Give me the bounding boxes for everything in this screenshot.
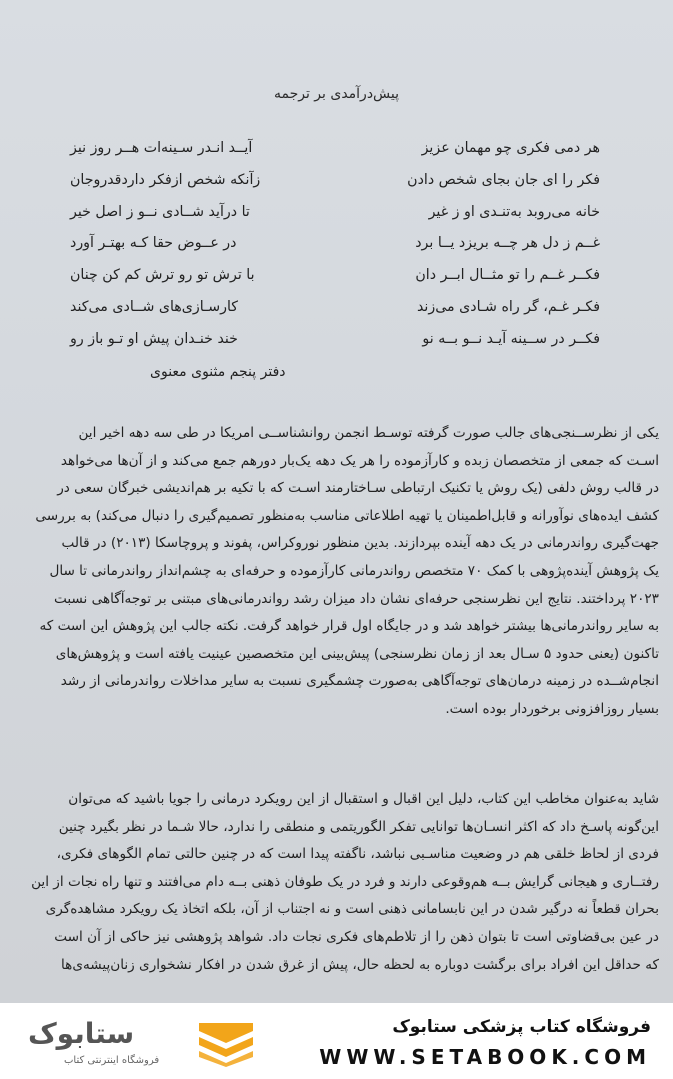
text-line: تاکنون (یعنی حدود ۵ سـال بعد از زمان نظرسنجی) پیش‌بینی این متخصصین عینیت یافته است و پژوهش‌های — [55, 645, 659, 662]
first-hemistich: فکر را ای جان بجای شخص دادن — [407, 172, 600, 188]
store-url[interactable]: WWW.SETABOOK.COM — [319, 1045, 651, 1069]
first-hemistich: هر دمی فکری چو مهمان عزیز — [421, 140, 600, 156]
text-line: شاید به‌عنوان مخاطب این کتاب، دلیل این اقبال و استقبال از این رویکرد درمانی را جویا باشید که می‌توان — [68, 791, 659, 807]
poem-verse — [70, 325, 600, 353]
text-line: که حداقل این افراد برای برگشت دوباره به لحظه حال، پیش از غرق شدن در افکار نشخواری زنان‌پیشه‌ی‌ها — [61, 956, 659, 973]
first-hemistich: فکـر غـم، گر راه شـادی می‌زند — [416, 299, 600, 315]
poem-verse — [70, 166, 600, 194]
text-line: ۲۰۲۳ پرداختند. نتایج این نظرسنجی حرفه‌ای نشان داد میزان رشد رواندرمانی‌های مبتنی بر توجه‌آگاهی نسبت — [53, 590, 659, 607]
poem-verse — [70, 229, 600, 257]
text-line: فردی از لحاظ خلقی هم در وضعیت مناسـبی نباشد، ناگفته پیدا است که در چنین حالتی تمام الگوهای فکری، — [56, 846, 659, 863]
text-line: کشف ایده‌های نوآورانه و قابل‌اطمینان یا تهیه اطلاعاتی مناسب به‌منظور تصمیم‌گیری را دنبال می‌کند) به بررسی — [35, 507, 659, 524]
poem-verse — [70, 198, 600, 226]
second-hemistich: آیــد انـدر سـینه‌ات هــر روز نیز — [70, 140, 253, 156]
poem-source: دفتر پنجم مثنوی معنوی — [150, 364, 286, 380]
text-line: به سایر رواندرمانی‌ها بیشتر خواهد شد و در جایگاه اول قرار خواهد گرفت. نکته جالب این پژوهش این است که — [39, 618, 659, 635]
text-line: یک پژوهش آینده‌پژوهی با کمک ۷۰ متخصص رواندرمانی کارآزموده و حرفه‌ای به چشم‌انداز رواندرمانی تا سال — [49, 562, 659, 579]
text-line: بسیار روزافزونی برخوردار بوده است. — [445, 700, 659, 717]
setabook-logo-icon — [195, 1019, 257, 1067]
poem-verse — [70, 134, 600, 162]
second-hemistich: با ترش تو رو ترش کم کن چنان — [70, 267, 255, 283]
first-hemistich: غــم ز دل هر چــه بریزد یــا برد — [415, 235, 600, 251]
text-line: یکی از نظرســنجی‌های جالب صورت گرفته توسـط انجمن روانشناســی امریکا در طی سه دهه اخیر این — [78, 425, 659, 441]
logo-wordmark: ستابوک — [28, 1017, 135, 1050]
text-line: در عین بی‌قضاوتی است تا بتوان ذهن را از تلاطم‌های فکری نجات داد. شواهد پژوهشی نیز حاکی از آن است — [54, 928, 659, 945]
second-hemistich: کارسـازی‌های شــادی می‌کند — [70, 299, 239, 315]
second-hemistich: خند خنـدان پیش او تـو باز رو — [70, 331, 238, 347]
second-hemistich: در عــوض حقا کـه بهتـر آورد — [70, 235, 237, 251]
text-line: در قالب روش دلفی (یک روش یا تکنیک ارتباطی سـاختارمند اسـت که با تکیه بر هم‌اندیشی خبرگان سعی در — [57, 480, 659, 497]
store-footer — [0, 1003, 673, 1079]
first-hemistich: فکــر در ســینه آیـد نــو بــه نو — [422, 331, 600, 347]
page-title: پیش‌درآمدی بر ترجمه — [273, 86, 400, 102]
logo-tagline: فروشگاه اینترنتی کتاب — [64, 1055, 160, 1066]
second-hemistich: تا درآید شــادی نــو ز اصل خیر — [70, 204, 250, 220]
second-hemistich: زآنکه شخص ازفکر داردقدروجان — [70, 172, 261, 188]
text-line: رفتــاری و هیجانی گرایش بــه هم‌وقوعی دارند و فرد در یک طوفان ذهنی بــه دام می‌افتند و تنها راه نجات از این — [31, 873, 659, 890]
text-line: جهت‌گیری رواندرمانی در یک دهه آینده بپردازند. بدین منظور نوروکراس، پفوند و پروچاسکا (۲۰۱۳) در قالب — [61, 535, 659, 552]
first-hemistich: فکــر غــم را تو مثــال ابــر دان — [415, 267, 600, 283]
first-hemistich: خانه می‌روبد به‌تنـدی او ز غیر — [428, 204, 600, 220]
poem-verse — [70, 293, 600, 321]
text-line: بحران قطعاً نه درگیر شدن در این نابسامانی ذهنی است و نه اجتناب از آن، بلکه اتخاذ یک رویکرد مشاهده‌گری — [45, 901, 659, 918]
store-name: فروشگاه کتاب پزشکی ستابوک — [392, 1017, 651, 1037]
poem-verse — [70, 261, 600, 289]
paragraph-2 — [14, 786, 659, 979]
text-line: انجام‌شــده در زمینه درمان‌های توجه‌آگاهی به‌صورت چشمگیری نسبت به سایر مداخلات رواندرمانی از رشد — [60, 673, 659, 690]
text-line: این‌گونه پاسـخ داد که اکثر انسـان‌ها توانایی تفکر الگوریتمی و منطقی را ندارد، حالا شـما در نظر بگیرد چنین — [58, 818, 659, 835]
text-line: اسـت که جمعی از متخصصان زبده و کارآزموده را هر یک دهه یک‌بار دورهم جمع می‌کند و از آن‌ها می‌خواهد — [60, 452, 659, 469]
paragraph-1 — [14, 420, 659, 724]
